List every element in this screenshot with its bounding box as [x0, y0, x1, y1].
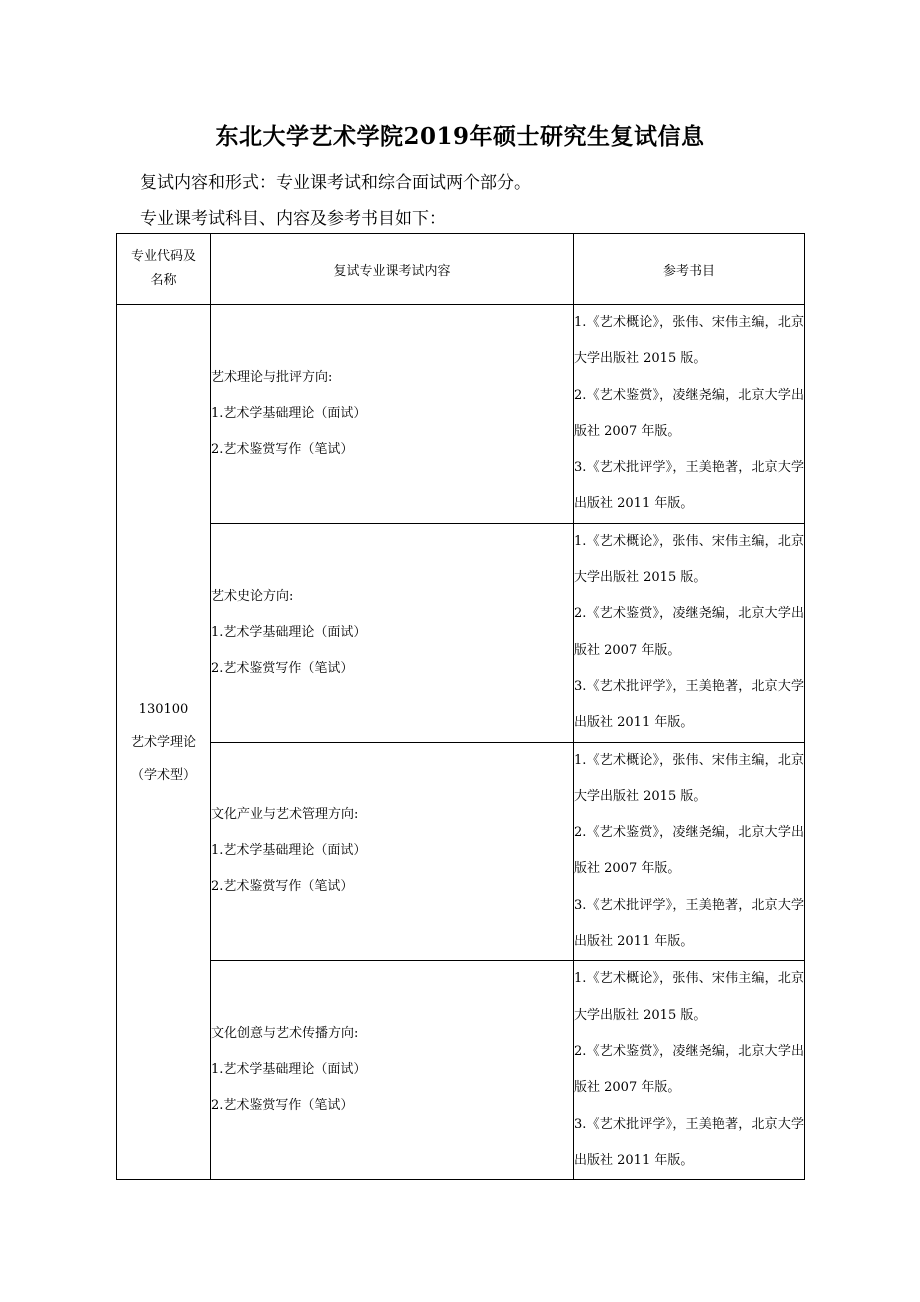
header-major	[117, 234, 211, 305]
table-row	[117, 742, 805, 961]
reference-item: 1.《艺术概论》，张伟、宋伟主编，北京大学出版社 2015 版。	[574, 533, 804, 586]
page-title: 东北大学艺术学院2019年硕士研究生复试信息	[215, 123, 705, 150]
exam-item: 2.艺术鉴赏写作（笔试）	[211, 441, 354, 457]
table-row	[117, 305, 805, 524]
exam-item: 1.艺术学基础理论（面试）	[211, 405, 367, 421]
refs-cell	[574, 523, 805, 742]
major-name: 艺术学理论	[130, 734, 196, 750]
major-cell	[117, 305, 211, 1180]
exam-item: 1.艺术学基础理论（面试）	[211, 843, 367, 859]
table-header-row	[117, 234, 805, 305]
direction-name: 艺术史论方向:	[211, 588, 294, 604]
reference-item: 1.《艺术概论》，张伟、宋伟主编，北京大学出版社 2015 版。	[574, 752, 804, 804]
exam-info-table	[116, 233, 805, 1180]
major-type: （学术型）	[130, 767, 196, 783]
reference-item: 3.《艺术批评学》，王美艳著，北京大学出版社 2011 年版。	[574, 1116, 804, 1168]
header-major-line2: 名称	[150, 273, 177, 288]
refs-cell	[574, 305, 805, 524]
exam-item: 1.艺术学基础理论（面试）	[211, 624, 367, 640]
header-refs: 参考书目	[574, 234, 805, 305]
reference-item: 2.《艺术鉴赏》，凌继尧编，北京大学出版社 2007 年版。	[574, 606, 804, 658]
header-content: 复试专业课考试内容	[211, 234, 574, 305]
exam-item: 2.艺术鉴赏写作（笔试）	[211, 660, 354, 676]
content-cell	[211, 305, 574, 524]
refs-cell	[574, 742, 805, 961]
exam-item: 2.艺术鉴赏写作（笔试）	[211, 1098, 354, 1114]
content-cell	[211, 523, 574, 742]
content-cell	[211, 961, 574, 1180]
direction-name: 文化创意与艺术传播方向:	[211, 1026, 359, 1042]
table-row	[117, 961, 805, 1180]
direction-name: 艺术理论与批评方向:	[211, 369, 333, 385]
table-row	[117, 523, 805, 742]
reference-item: 3.《艺术批评学》，王美艳著，北京大学出版社 2011 年版。	[574, 897, 804, 950]
reference-item: 3.《艺术批评学》，王美艳著，北京大学出版社 2011 年版。	[574, 460, 804, 512]
intro-format-text: 复试内容和形式：专业课考试和综合面试两个部分。	[140, 173, 531, 193]
refs-cell	[574, 961, 805, 1180]
intro-subjects-text: 专业课考试科目、内容及参考书目如下：	[140, 209, 446, 229]
header-major-line1: 专业代码及	[130, 249, 196, 264]
major-code: 130100	[138, 701, 189, 717]
content-cell	[211, 742, 574, 961]
direction-name: 文化产业与艺术管理方向:	[211, 807, 359, 823]
reference-item: 2.《艺术鉴赏》，凌继尧编，北京大学出版社 2007 年版。	[574, 825, 804, 877]
exam-item: 1.艺术学基础理论（面试）	[211, 1062, 367, 1078]
reference-item: 3.《艺术批评学》，王美艳著，北京大学出版社 2011 年版。	[574, 678, 804, 731]
reference-item: 2.《艺术鉴赏》，凌继尧编，北京大学出版社 2007 年版。	[574, 1043, 804, 1096]
exam-item: 2.艺术鉴赏写作（笔试）	[211, 879, 354, 895]
reference-item: 1.《艺术概论》，张伟、宋伟主编，北京大学出版社 2015 版。	[574, 971, 804, 1023]
reference-item: 2.《艺术鉴赏》，凌继尧编，北京大学出版社 2007 年版。	[574, 387, 804, 439]
reference-item: 1.《艺术概论》，张伟、宋伟主编，北京大学出版社 2015 版。	[574, 315, 804, 367]
